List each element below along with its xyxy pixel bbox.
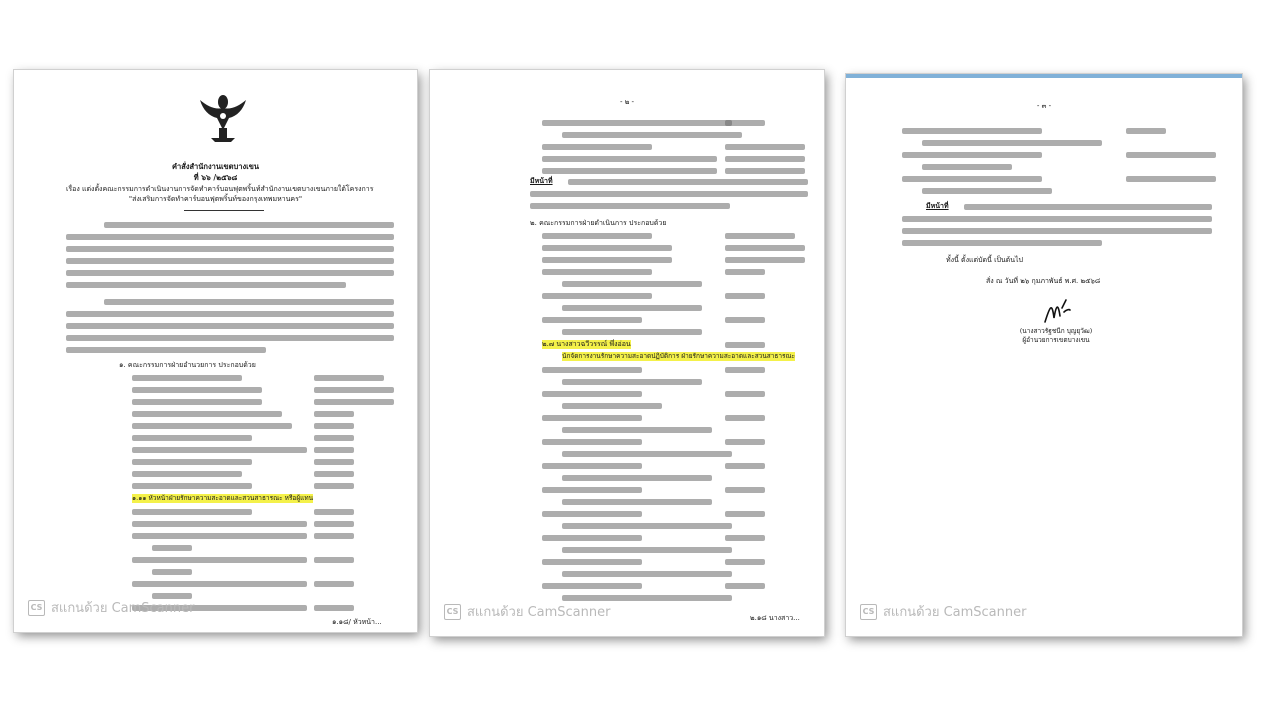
text-line xyxy=(530,191,808,197)
garuda-emblem-icon xyxy=(197,92,249,144)
list-item-position xyxy=(562,427,712,433)
list-item-role xyxy=(314,423,354,429)
list-item xyxy=(132,411,282,417)
list-item-role xyxy=(314,557,354,563)
list-item-position xyxy=(922,188,1052,194)
list-item-position xyxy=(562,305,702,311)
list-item xyxy=(132,483,252,489)
list-item xyxy=(902,176,1042,182)
text-line xyxy=(66,335,394,341)
list-item xyxy=(542,583,642,589)
list-item-position xyxy=(562,403,662,409)
list-item xyxy=(542,245,672,251)
list-item xyxy=(132,581,307,587)
list-item-position xyxy=(922,164,1012,170)
text-line xyxy=(104,222,394,228)
order-subject: เรื่อง แต่งตั้งคณะกรรมการดำเนินงานการจัดทำคาร์บอนฟุตพริ้นท์สำนักงานเขตบางเขนภายใต้โครงการ xyxy=(66,185,374,193)
list-item-role xyxy=(314,435,354,441)
document-page-2 xyxy=(430,70,824,636)
list-item-role xyxy=(725,168,805,174)
list-item xyxy=(542,367,642,373)
list-item xyxy=(132,447,307,453)
list-item-role xyxy=(314,521,354,527)
list-item xyxy=(542,559,642,565)
list-item xyxy=(132,533,307,539)
list-item-role xyxy=(314,447,354,453)
list-item-role xyxy=(725,583,765,589)
list-item xyxy=(132,375,242,381)
text-line xyxy=(902,216,1212,222)
order-number: ที่ ๖๖ /๒๕๖๘ xyxy=(193,173,238,182)
list-item xyxy=(542,120,732,126)
list-item xyxy=(542,269,652,275)
list-item xyxy=(562,132,742,138)
list-item-role xyxy=(725,391,765,397)
list-item xyxy=(542,463,642,469)
text-line xyxy=(66,234,394,240)
list-item xyxy=(542,293,652,299)
camscanner-watermark: CS สแกนด้วย CamScanner xyxy=(444,601,610,622)
list-item xyxy=(152,545,192,551)
text-line xyxy=(902,228,1212,234)
list-item-position xyxy=(562,475,712,481)
list-item xyxy=(132,399,262,405)
list-item xyxy=(132,471,242,477)
signer-name: (นางสาวรัฐชนีก บุญยุวัฒ) xyxy=(1019,327,1093,335)
text-line xyxy=(568,179,808,185)
list-item xyxy=(902,152,1042,158)
list-item-role xyxy=(725,367,765,373)
text-line xyxy=(104,299,394,305)
list-item-role xyxy=(725,120,765,126)
list-item-role xyxy=(725,257,805,263)
order-subject-project: "ส่งเสริมการจัดทำคาร์บอนฟุตพริ้นท์ของกรุงเทพมหานคร" xyxy=(128,195,303,203)
text-line xyxy=(66,282,346,288)
text-line xyxy=(66,323,394,329)
list-item xyxy=(132,557,307,563)
order-heading: คำสั่งสำนักงานเขตบางเขน xyxy=(172,162,259,171)
camscanner-logo-icon: CS xyxy=(28,600,45,616)
list-item-position xyxy=(562,571,732,577)
text-line xyxy=(530,203,730,209)
list-item xyxy=(542,391,642,397)
text-line xyxy=(964,204,1212,210)
list-item xyxy=(542,511,642,517)
list-item-role xyxy=(314,399,394,405)
list-item xyxy=(542,233,652,239)
list-item xyxy=(542,487,642,493)
text-line xyxy=(902,240,1102,246)
list-item-role xyxy=(725,245,805,251)
page-number: - ๒ - xyxy=(619,98,635,106)
list-item-role xyxy=(725,269,765,275)
list-item xyxy=(132,521,307,527)
list-item xyxy=(542,144,652,150)
list-item xyxy=(542,168,717,174)
signed-date: สั่ง ณ วันที่ ๒๖ กุมภาพันธ์ พ.ศ. ๒๕๖๘ xyxy=(986,277,1101,285)
list-item-role xyxy=(725,535,765,541)
list-item-role xyxy=(314,459,354,465)
continuation-note: ๑.๑๘/ หัวหน้า... xyxy=(332,618,382,626)
list-item-position xyxy=(562,379,702,385)
highlighted-list-item: ๑.๑๑ หัวหน้าฝ่ายรักษาความสะอาดและสวนสาธารณะ หรือผู้แทน xyxy=(132,494,314,502)
list-item xyxy=(132,435,252,441)
signature-icon xyxy=(1042,296,1072,328)
effective-statement: ทั้งนี้ ตั้งแต่บัดนี้ เป็นต้นไป xyxy=(946,256,1023,264)
continuation-note: ๒.๑๘ นางสาว... xyxy=(750,614,800,622)
camscanner-watermark: CS สแกนด้วย CamScanner xyxy=(28,597,194,618)
highlighted-name: ๒.๗ นางสาวฉวีวรรณ์ พึ่งอ่อน xyxy=(542,340,631,348)
camscanner-watermark: CS สแกนด้วย CamScanner xyxy=(860,601,1026,622)
list-item xyxy=(542,317,642,323)
list-item xyxy=(542,257,672,263)
list-item-role xyxy=(314,471,354,477)
list-item xyxy=(132,387,262,393)
list-item-role xyxy=(725,144,805,150)
list-item-role xyxy=(725,293,765,299)
camscanner-logo-icon: CS xyxy=(860,604,877,620)
list-item-role xyxy=(725,439,765,445)
list-item xyxy=(152,569,192,575)
list-item xyxy=(132,509,252,515)
list-item-role xyxy=(314,533,354,539)
list-item-role xyxy=(725,511,765,517)
text-line xyxy=(66,270,394,276)
committee-heading: ๑. คณะกรรมการฝ่ายอำนวยการ ประกอบด้วย xyxy=(119,361,256,369)
text-line xyxy=(66,258,394,264)
text-line xyxy=(66,311,394,317)
list-item-role xyxy=(314,581,354,587)
list-item-role xyxy=(314,387,394,393)
signer-position: ผู้อำนวยการเขตบางเขน xyxy=(1022,336,1090,344)
list-item-role xyxy=(725,233,795,239)
committee-heading: ๒. คณะกรรมการฝ่ายดำเนินการ ประกอบด้วย xyxy=(530,219,667,227)
list-item xyxy=(132,459,252,465)
text-line xyxy=(66,246,394,252)
list-item-position xyxy=(562,451,732,457)
list-item-position xyxy=(562,499,712,505)
list-item-role xyxy=(314,375,384,381)
list-item-role xyxy=(314,605,354,611)
list-item-role xyxy=(725,487,765,493)
list-item xyxy=(902,128,1042,134)
list-item-role xyxy=(314,411,354,417)
list-item-position xyxy=(562,523,732,529)
list-item-role xyxy=(1126,152,1216,158)
list-item-role xyxy=(1126,176,1216,182)
page-number: - ๓ - xyxy=(1036,102,1052,110)
list-item-position xyxy=(922,140,1102,146)
list-item-position xyxy=(562,547,732,553)
list-item-position xyxy=(562,329,702,335)
list-item-role xyxy=(314,483,354,489)
list-item-role xyxy=(725,415,765,421)
duty-label: มีหน้าที่ xyxy=(530,177,553,185)
text-line xyxy=(66,347,266,353)
list-item-role xyxy=(725,342,765,348)
camscanner-logo-icon: CS xyxy=(444,604,461,620)
list-item xyxy=(542,439,642,445)
list-item xyxy=(542,415,642,421)
list-item-role xyxy=(725,463,765,469)
document-page-3 xyxy=(846,74,1242,636)
list-item xyxy=(542,156,717,162)
list-item-role xyxy=(314,509,354,515)
list-item-role xyxy=(1126,128,1166,134)
divider xyxy=(184,210,264,211)
list-item xyxy=(132,423,292,429)
highlighted-position: นักจัดการงานรักษาความสะอาดปฏิบัติการ ฝ่ายรักษาความสะอาดและสวนสาธารณะ xyxy=(562,352,796,360)
list-item-role xyxy=(725,156,805,162)
list-item-role xyxy=(725,317,765,323)
duty-label: มีหน้าที่ xyxy=(926,202,949,210)
list-item-role xyxy=(725,559,765,565)
list-item xyxy=(542,535,642,541)
document-page-1 xyxy=(14,70,417,632)
list-item-position xyxy=(562,281,702,287)
